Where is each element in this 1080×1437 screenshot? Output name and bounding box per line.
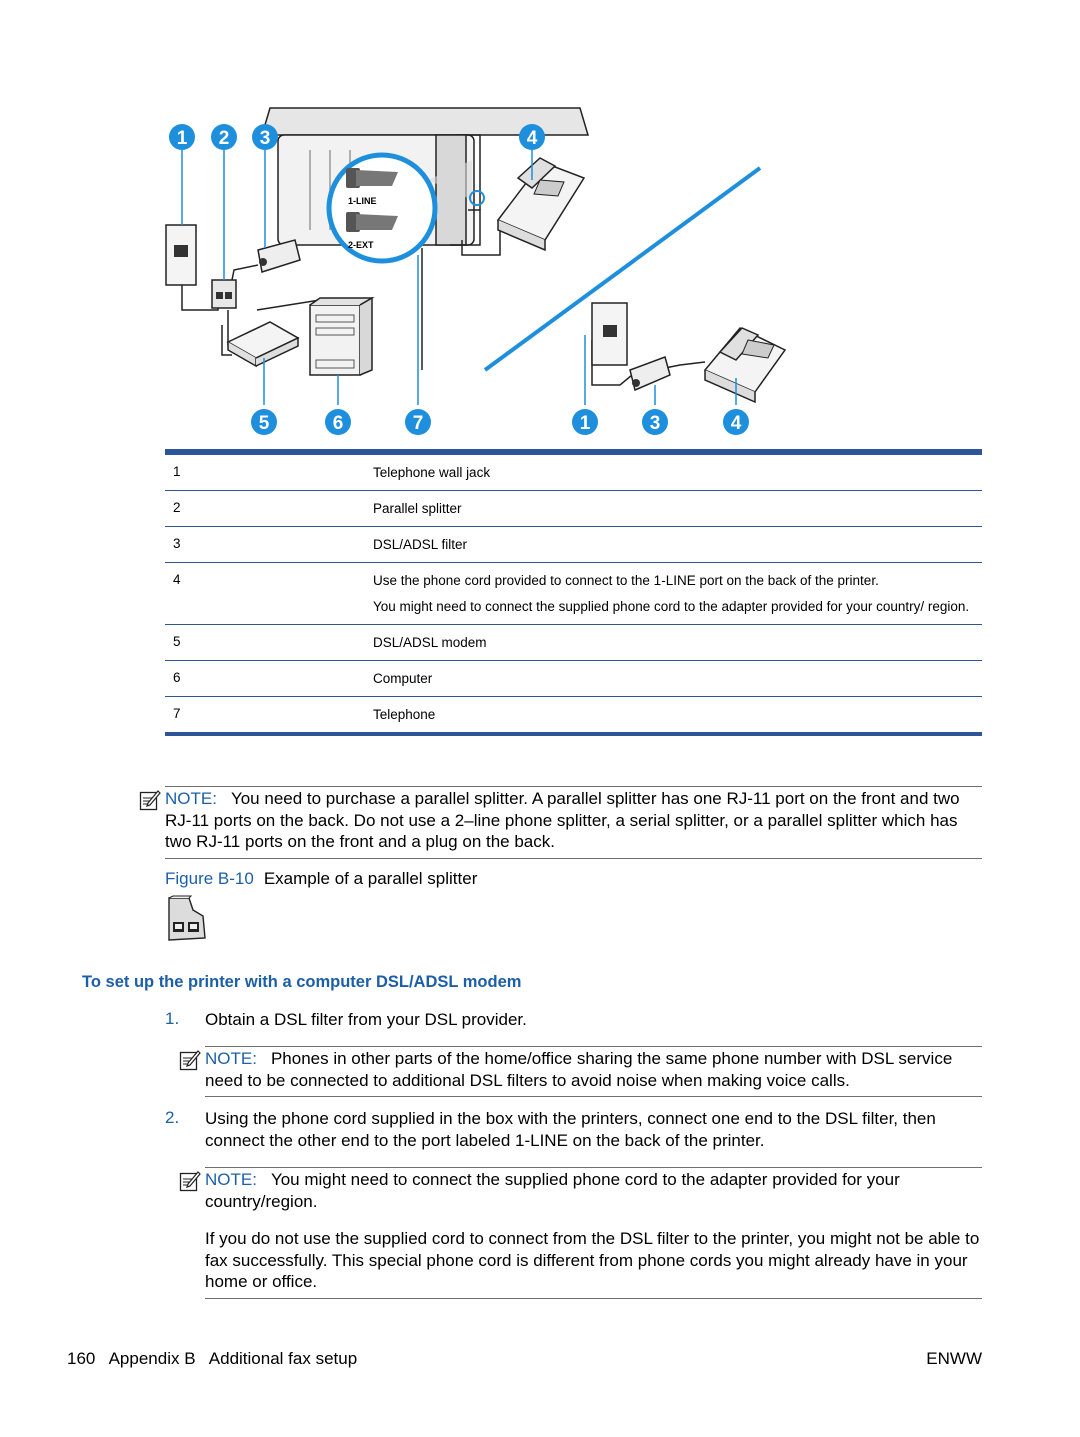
legend-description: Use the phone cord provided to connect to the 1-LINE port on the back of the printer. (373, 573, 879, 588)
dsl-setup-diagram (160, 100, 960, 445)
computer-illustration (310, 298, 372, 375)
figure-caption (165, 869, 477, 889)
legend-number: 4 (173, 572, 181, 587)
svg-text:3: 3 (649, 413, 661, 434)
legend-number: 6 (173, 670, 181, 685)
wall-jack-left (166, 225, 196, 285)
note-text: Phones in other parts of the home/office sharing the same phone number with DSL service need to be connected to additional DSL filters to avoid noise when making voice calls. (205, 1049, 953, 1090)
legend-row (165, 696, 982, 732)
legend-row (165, 526, 982, 562)
callout-7 (405, 409, 431, 435)
note-icon (179, 1170, 201, 1192)
note-icon (139, 789, 161, 811)
svg-text:7: 7 (412, 413, 424, 434)
callout-5 (251, 409, 277, 435)
legend-description: Telephone (373, 707, 436, 722)
step-text: Using the phone cord supplied in the box with the printers, connect one end to the DSL filter, then connect the other end to the port labeled 1-LINE on the back of the printer. (205, 1109, 936, 1150)
telephone-top-illustration (498, 158, 584, 250)
legend-row (165, 660, 982, 696)
figure-label: Figure B-10 (165, 869, 254, 888)
port-label-2ext: 2-EXT (348, 240, 374, 250)
svg-text:5: 5 (258, 413, 270, 434)
dsl-filter-right (630, 357, 670, 390)
note-dsl-filters (205, 1046, 982, 1097)
paragraph-special-cord: If you do not use the supplied cord to connect from the DSL filter to the printer, you might not be able to fax successfully. This special phone cord is different from phone cords you might already have in your home or office. (205, 1228, 982, 1299)
port-label-1line: 1-LINE (348, 196, 377, 206)
figure-caption-text: Example of a parallel splitter (263, 869, 478, 888)
callout-1-top (169, 124, 195, 150)
legend-description: Telephone wall jack (373, 465, 491, 480)
legend-number: 3 (173, 536, 181, 551)
parallel-splitter-illustration (212, 280, 236, 308)
dsl-modem-illustration (228, 322, 298, 366)
callout-1-bottom (572, 409, 598, 435)
callout-3-bottom (642, 409, 668, 435)
callout-3-top (252, 124, 278, 150)
note-parallel-splitter (165, 786, 982, 859)
svg-text:1: 1 (579, 413, 591, 434)
step-text: Obtain a DSL filter from your DSL provider. (205, 1010, 527, 1029)
note-icon (179, 1049, 201, 1071)
callout-4-top (519, 124, 545, 150)
legend-number: 2 (173, 500, 181, 515)
note-label: NOTE: (205, 1170, 257, 1189)
legend-description-extra: You might need to connect the supplied phone cord to the adapter provided for your country/ region. (373, 599, 970, 614)
legend-row (165, 624, 982, 660)
callout-2-top (211, 124, 237, 150)
port-zoom-circle (329, 155, 435, 261)
step-number: 2. (165, 1108, 180, 1127)
callout-6 (325, 409, 351, 435)
svg-text:4: 4 (526, 128, 538, 149)
procedure-heading: To set up the printer with a computer DSL/ADSL modem (82, 973, 522, 991)
legend-bottom-rule (165, 732, 982, 736)
telephone-right-illustration (705, 328, 785, 402)
legend-row (165, 562, 982, 624)
footer-right: ENWW (926, 1349, 982, 1368)
wall-jack-right (592, 303, 627, 365)
legend-row (165, 454, 982, 490)
legend-number: 7 (173, 706, 181, 721)
svg-text:2: 2 (218, 128, 230, 149)
legend-description: DSL/ADSL modem (373, 635, 487, 650)
footer-left: 160 Appendix B Additional fax setup (67, 1349, 358, 1368)
legend-number: 5 (173, 634, 181, 649)
note-adapter (205, 1167, 982, 1217)
svg-text:1: 1 (176, 128, 188, 149)
step-number: 1. (165, 1009, 180, 1028)
legend-row (165, 490, 982, 526)
legend-description: Parallel splitter (373, 501, 462, 516)
svg-text:6: 6 (332, 413, 344, 434)
note-label: NOTE: (205, 1049, 257, 1068)
callout-4-bottom (723, 409, 749, 435)
note-label: NOTE: (165, 789, 217, 808)
svg-text:4: 4 (730, 413, 742, 434)
parallel-splitter-image (163, 894, 209, 946)
legend-table (165, 449, 982, 736)
legend-description: DSL/ADSL filter (373, 537, 468, 552)
svg-text:3: 3 (259, 128, 271, 149)
note-text: You might need to connect the supplied phone cord to the adapter provided for your country/region. (205, 1170, 900, 1211)
legend-description: Computer (373, 671, 433, 686)
note-text: You need to purchase a parallel splitter. A parallel splitter has one RJ-11 port on the front and two RJ-11 ports on the back. Do not use a 2–line phone splitter, a serial splitter, or a parallel splitter which has two RJ-11 ports on the front and a plug on the back. (165, 789, 960, 851)
legend-number: 1 (173, 464, 181, 479)
